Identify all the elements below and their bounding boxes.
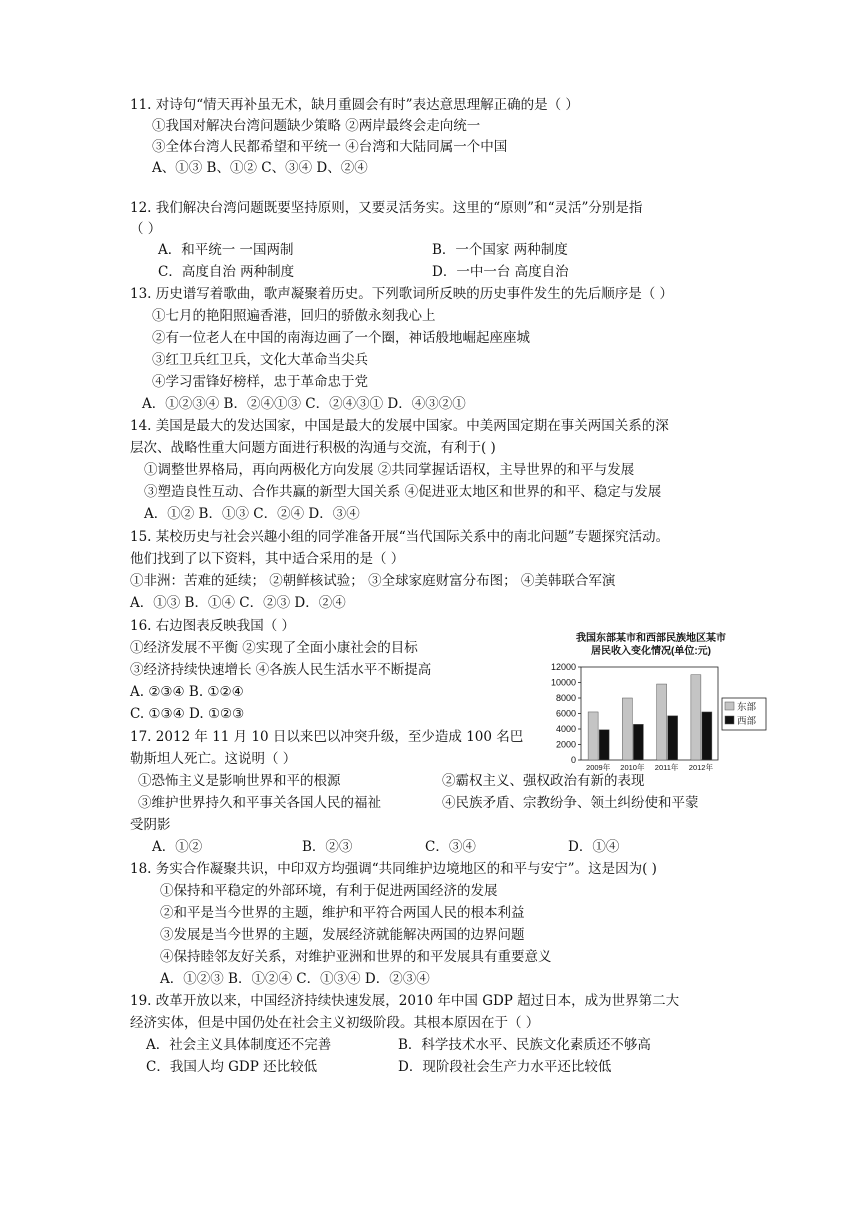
bar-east xyxy=(691,675,701,760)
text-line: A．社会主义具体制度还不完善 xyxy=(146,1037,332,1053)
text-line: ①保持和平稳定的外部环境，有利于促进两国经济的发展 xyxy=(160,883,498,899)
text-line: ③发展是当今世界的主题，发展经济就能解决两国的边界问题 xyxy=(160,927,525,943)
text-line: 层次、战略性重大问题方面进行积极的沟通与交流，有利于( ) xyxy=(130,440,496,456)
text-line: D．现阶段社会生产力水平还比较低 xyxy=(398,1059,612,1075)
text-line: 15. 某校历史与社会兴趣小组的同学准备开展“当代国际关系中的南北问题”专题探究活动。 xyxy=(130,529,670,545)
text-line: C．③④ xyxy=(425,839,476,855)
bar-west xyxy=(702,712,712,760)
text-line: D．①④ xyxy=(568,839,620,855)
text-line: 19. 改革开放以来，中国经济持续快速发展，2010 年中国 GDP 超过日本，成为世界第二大 xyxy=(130,993,680,1009)
text-line: 16. 右边图表反映我国（ ） xyxy=(130,618,296,634)
chart-svg xyxy=(541,630,773,780)
text-line: A．和平统一 一国两制 xyxy=(158,242,294,258)
text-line: B．科学技术水平、民族文化素质还不够高 xyxy=(398,1037,651,1053)
bar-east xyxy=(588,712,598,760)
text-line: A．①②③④ B．②④①③ C．②④③① D．④③②① xyxy=(142,396,466,412)
text-line: 勒斯坦人死亡。这说明（ ） xyxy=(130,751,297,767)
bar-east xyxy=(622,698,632,760)
text-line: ①我国对解决台湾问题缺少策略 ②两岸最终会走向统一 xyxy=(152,118,481,134)
text-line: ①七月的艳阳照遍香港，回归的骄傲永刻我心上 xyxy=(152,308,436,324)
text-line: ②有一位老人在中国的南海边画了一个圈，神话般地崛起座座城 xyxy=(152,330,530,346)
y-tick-label: 12000 xyxy=(550,662,576,672)
text-line: C．我国人均 GDP 还比较低 xyxy=(146,1059,318,1075)
y-tick-label: 2000 xyxy=(555,739,576,750)
x-tick-label: 2010年 xyxy=(620,763,645,772)
legend-label: 东部 xyxy=(737,702,757,713)
y-tick-label: 10000 xyxy=(550,677,576,688)
text-line: 18. 务实合作凝聚共识，中印双方均强调“共同维护边境地区的和平与安宁”。这是因为( ) xyxy=(130,861,657,877)
text-line: ③塑造良性互动、合作共赢的新型大国关系 ④促进亚太地区和世界的和平、稳定与发展 xyxy=(144,484,662,500)
text-line: 他们找到了以下资料，其中适合采用的是（ ） xyxy=(130,551,405,567)
text-line: D．一中一台 高度自治 xyxy=(432,264,569,280)
income-bar-chart xyxy=(541,630,773,780)
text-line: A、①③ B、①② C、③④ D、②④ xyxy=(152,160,368,176)
x-tick-label: 2012年 xyxy=(688,763,713,772)
text-line: 11. 对诗句“情天再补虽无术，缺月重圆会有时”表达意思理解正确的是（ ） xyxy=(130,97,579,113)
text-line: ①经济发展不平衡 ②实现了全面小康社会的目标 xyxy=(130,640,418,656)
text-line: 经济实体，但是中国仍处在社会主义初级阶段。其根本原因在于（ ） xyxy=(130,1015,540,1031)
text-line: ④学习雷锋好榜样，忠于革命忠于党 xyxy=(152,374,368,390)
text-line: A．①③ B．①④ C．②③ D．②④ xyxy=(130,595,346,611)
y-tick-label: 0 xyxy=(570,755,576,765)
text-line: ③经济持续快速增长 ④各族人民生活水平不断提高 xyxy=(130,662,432,678)
text-line: A．①② xyxy=(152,839,203,855)
bar-west xyxy=(668,716,678,760)
chart-title: 我国东部某市和西部民族地区某市 xyxy=(576,633,726,644)
text-line: ③维护世界持久和平事关各国人民的福祉 xyxy=(138,795,381,811)
bar-west xyxy=(599,730,609,760)
x-tick-label: 2009年 xyxy=(586,763,611,772)
text-line: ②霸权主义、强权政治有新的表现 xyxy=(442,773,645,789)
text-line: ②和平是当今世界的主题，维护和平符合两国人民的根本利益 xyxy=(160,905,525,921)
text-line: 12. 我们解决台湾问题既要坚持原则，又要灵活务实。这里的“原则”和“灵活”分别是指 xyxy=(130,200,643,216)
text-line: A．①②③ B．①②④ C．①③④ D．②③④ xyxy=(160,971,430,987)
text-line: ①调整世界格局，再向两极化方向发展 ②共同掌握话语权，主导世界的和平与发展 xyxy=(144,462,635,478)
chart-title: 居民收入变化情况(单位:元) xyxy=(591,646,711,657)
text-line: A. ②③④ B. ①②④ xyxy=(130,684,244,700)
text-line: ③红卫兵红卫兵，文化大革命当尖兵 xyxy=(152,352,368,368)
text-line: 受阴影 xyxy=(130,817,171,833)
text-line: （ ） xyxy=(130,221,162,237)
text-line: ①非洲：苦难的延续； ②朝鲜核试验； ③全球家庭财富分布图； ④美韩联合军演 xyxy=(130,573,616,589)
text-line: 13. 历史谱写着歌曲，歌声凝聚着历史。下列歌词所反映的历史事件发生的先后顺序是（ ） xyxy=(130,286,674,302)
legend-swatch xyxy=(725,716,734,724)
bar-east xyxy=(657,684,667,760)
text-line: 14. 美国是最大的发达国家，中国是最大的发展中国家。中美两国定期在事关两国关系的深 xyxy=(130,418,669,434)
text-line: ④民族矛盾、宗教纷争、领土纠纷使和平蒙 xyxy=(442,795,699,811)
text-line: C．高度自治 两种制度 xyxy=(158,264,295,280)
text-line: ④保持睦邻友好关系，对维护亚洲和世界的和平发展具有重要意义 xyxy=(160,949,552,965)
text-line: B．一个国家 两种制度 xyxy=(432,242,568,258)
bar-west xyxy=(633,724,643,760)
legend-label: 西部 xyxy=(737,716,757,727)
text-line: 17. 2012 年 11 月 10 日以来巴以冲突升级，至少造成 100 名巴 xyxy=(130,729,524,745)
text-line: C. ①③④ D. ①②③ xyxy=(130,706,245,722)
legend-swatch xyxy=(725,702,734,710)
y-tick-label: 8000 xyxy=(555,693,576,703)
text-line: ③全体台湾人民都希望和平统一 ④台湾和大陆同属一个中国 xyxy=(152,139,508,155)
y-tick-label: 4000 xyxy=(555,724,576,734)
text-line: B．②③ xyxy=(302,839,353,855)
text-line: ①恐怖主义是影响世界和平的根源 xyxy=(138,773,341,789)
y-tick-label: 6000 xyxy=(555,708,576,719)
text-line: A．①② B．①③ C．②④ D．③④ xyxy=(144,506,360,522)
x-tick-label: 2011年 xyxy=(654,763,679,772)
